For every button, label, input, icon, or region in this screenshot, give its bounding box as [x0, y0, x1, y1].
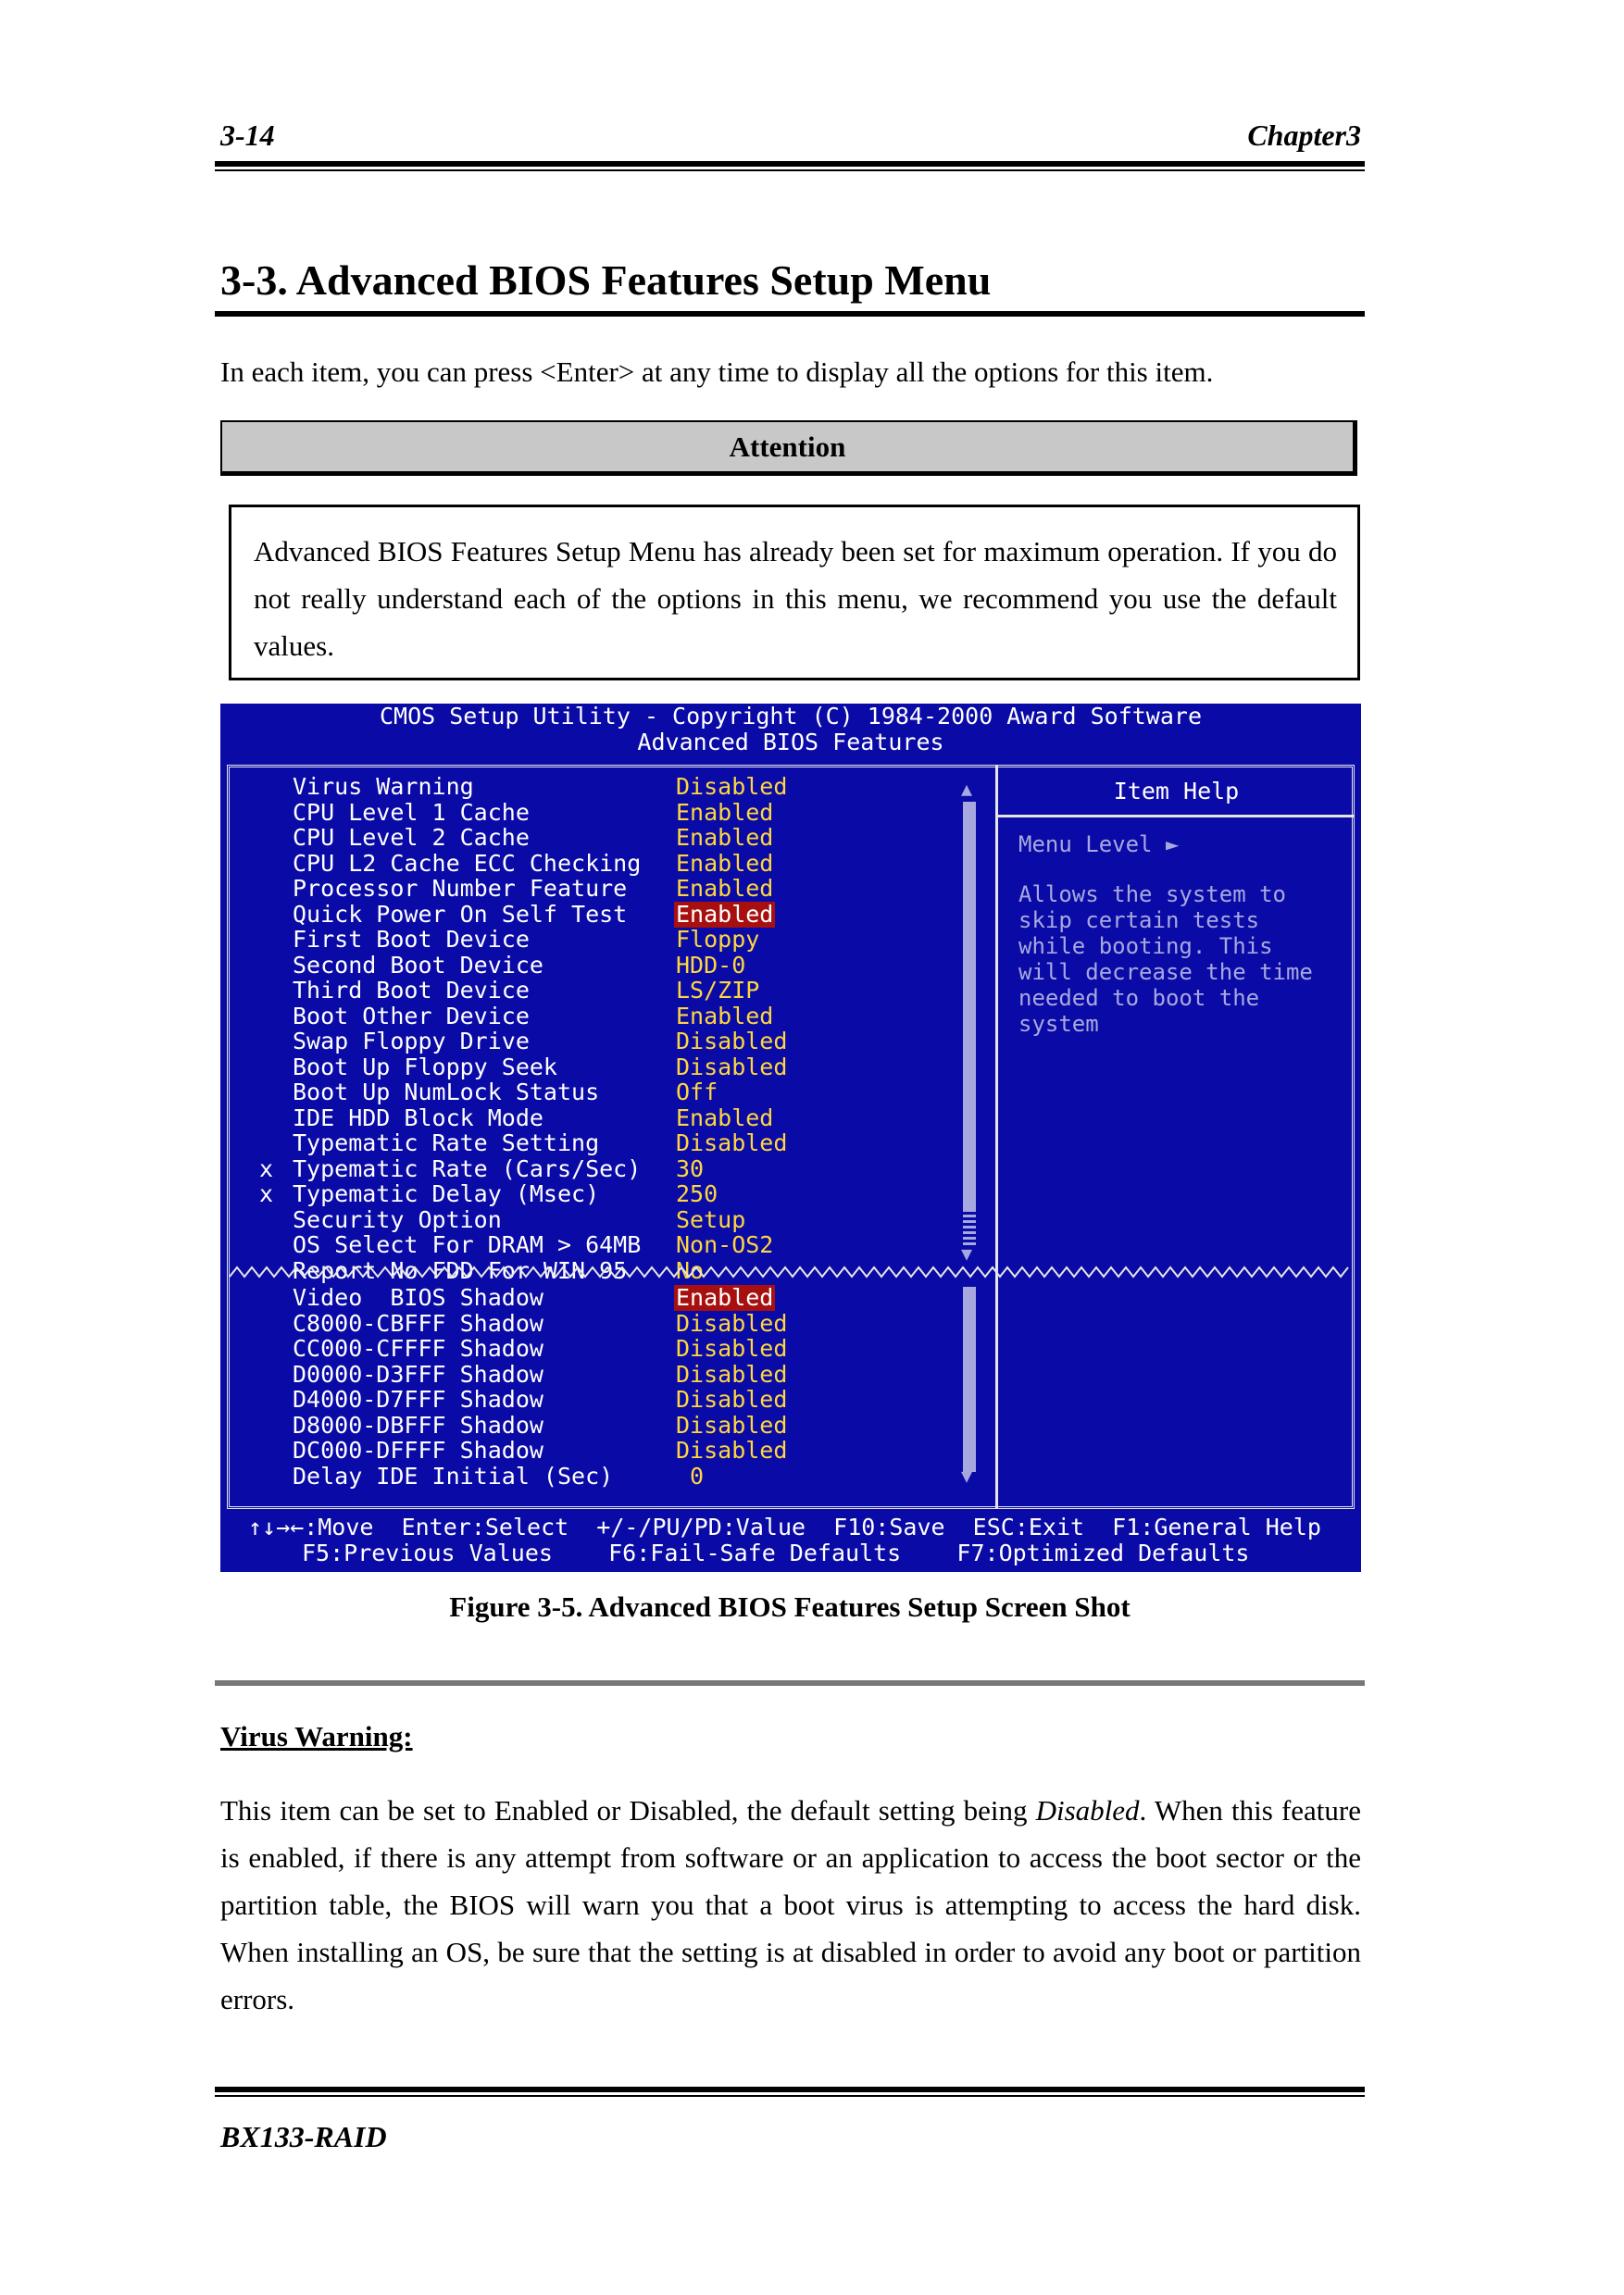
bios-subtitle: Advanced BIOS Features [637, 729, 944, 755]
page-number: 3-14 [220, 118, 275, 152]
setting-value[interactable]: Disabled [676, 1335, 788, 1362]
bios-setting-row[interactable] [220, 825, 994, 851]
bios-setting-row[interactable] [220, 1181, 994, 1207]
setting-label: Second Boot Device [293, 951, 543, 979]
bios-setting-row[interactable] [220, 1387, 994, 1413]
setting-value[interactable]: Enabled [676, 875, 774, 902]
bios-setting-row[interactable] [220, 953, 994, 979]
scroll-down-arrow-top[interactable]: ▼ [961, 1242, 973, 1265]
setting-label: D4000-D7FFF Shadow [293, 1386, 543, 1413]
help-separator [998, 815, 1355, 817]
setting-value[interactable]: Disabled [676, 1028, 788, 1054]
setting-label: D8000-DBFFF Shadow [293, 1411, 543, 1439]
setting-label: C8000-CBFFF Shadow [293, 1309, 543, 1337]
setting-label: Swap Floppy Drive [293, 1028, 530, 1054]
setting-label: CPU Level 1 Cache [293, 798, 530, 826]
header-rule-thin [215, 169, 1365, 171]
bios-setting-row[interactable] [220, 1207, 994, 1233]
scrollbar-top[interactable] [963, 802, 976, 1209]
setting-label: OS Select For DRAM > 64MB [293, 1231, 642, 1258]
bios-setting-row[interactable] [220, 1156, 994, 1182]
item-help-text: Allows the system to skip certain tests while booting. This will decrease the time needed to boot the system [1018, 881, 1313, 1037]
setting-value[interactable]: 0 [676, 1462, 705, 1490]
chapter-label: Chapter3 [1247, 118, 1361, 152]
setting-label: Virus Warning [293, 773, 474, 800]
bios-setting-row[interactable] [220, 774, 994, 800]
text-part: This item can be set to Enabled or Disabled, the default setting being [220, 1794, 1036, 1827]
setting-value[interactable]: Disabled [676, 1411, 788, 1439]
section-divider [215, 1680, 1365, 1686]
setting-label: Boot Up NumLock Status [293, 1079, 600, 1105]
setting-label: Report No FDD For WIN 95 [293, 1256, 628, 1284]
setting-label: DC000-DFFFF Shadow [293, 1437, 543, 1464]
bios-setting-row[interactable] [220, 927, 994, 953]
bios-screen [220, 704, 1361, 1572]
italic-default: Disabled [1035, 1794, 1140, 1827]
setting-value[interactable]: Enabled [676, 900, 774, 928]
virus-warning-text [220, 1787, 1361, 2023]
bios-setting-row[interactable] [220, 1029, 994, 1054]
model-name: BX133-RAID [220, 2120, 387, 2153]
menu-level: Menu Level ► [1018, 831, 1180, 857]
setting-label: Boot Other Device [293, 1002, 530, 1029]
bios-setting-row[interactable] [220, 1105, 994, 1131]
bios-setting-row[interactable] [220, 1232, 994, 1258]
bios-setting-row[interactable] [220, 1130, 994, 1156]
zigzag-separator [230, 1266, 1352, 1278]
setting-label: Processor Number Feature [293, 875, 628, 902]
setting-value[interactable]: HDD-0 [676, 951, 746, 979]
attention-bar [220, 420, 1357, 476]
setting-label: First Boot Device [293, 926, 530, 953]
figure-caption: Figure 3-5. Advanced BIOS Features Setup Screen Shot [449, 1590, 1131, 1623]
setting-label: CPU Level 2 Cache [293, 824, 530, 851]
setting-value[interactable]: Disabled [676, 1386, 788, 1413]
setting-label: D0000-D3FFF Shadow [293, 1360, 543, 1388]
bios-setting-row[interactable] [220, 851, 994, 877]
setting-label: CPU L2 Cache ECC Checking [293, 849, 642, 877]
setting-value[interactable]: Disabled [676, 773, 788, 800]
setting-value[interactable]: Disabled [676, 1129, 788, 1156]
footer-rule [215, 2087, 1365, 2092]
title-rule [215, 311, 1365, 317]
setting-value[interactable]: Enabled [676, 1284, 774, 1311]
bios-setting-row[interactable] [220, 876, 994, 902]
bios-setting-row[interactable] [220, 1438, 994, 1464]
disabled-mark: x [259, 1180, 274, 1207]
setting-label: Typematic Rate (Cars/Sec) [293, 1154, 642, 1182]
setting-value[interactable]: Enabled [676, 798, 774, 826]
setting-label: Typematic Rate Setting [293, 1129, 600, 1156]
setting-label: Video BIOS Shadow [293, 1284, 543, 1311]
setting-value[interactable]: Disabled [676, 1437, 788, 1464]
setting-value[interactable]: Disabled [676, 1309, 788, 1337]
setting-value[interactable]: Disabled [676, 1360, 788, 1388]
bios-footer-keys: ↑↓→←:Move Enter:Select +/-/PU/PD:Value F10:Save ESC:Exit F1:General Help [248, 1514, 1321, 1540]
setting-value[interactable]: Non-OS2 [676, 1231, 774, 1258]
bios-setting-row[interactable] [220, 1054, 994, 1080]
setting-label: Typematic Delay (Msec) [293, 1180, 600, 1207]
setting-label: CC000-CFFFF Shadow [293, 1335, 543, 1362]
setting-value[interactable]: Floppy [676, 926, 760, 953]
item-help-title: Item Help [1113, 778, 1240, 804]
setting-value[interactable]: Enabled [676, 824, 774, 851]
section-title: 3-3. Advanced BIOS Features Setup Menu [220, 256, 992, 304]
setting-value[interactable]: Enabled [676, 1104, 774, 1131]
attention-box: Advanced BIOS Features Setup Menu has already been set for maximum operation. If you do not really understand each of the options in this menu, we recommend you use the default values. [229, 505, 1360, 680]
bios-footer-functions: F5:Previous Values F6:Fail-Safe Defaults F7:Optimized Defaults [302, 1540, 1250, 1566]
setting-value[interactable]: No [676, 1256, 705, 1284]
bios-setting-row[interactable] [220, 1285, 994, 1311]
bios-setting-row[interactable] [220, 1362, 994, 1388]
bios-setting-row[interactable] [220, 1004, 994, 1029]
setting-value[interactable]: 30 [676, 1154, 705, 1182]
scrollbar-bottom[interactable] [963, 1287, 976, 1472]
disabled-mark: x [259, 1154, 274, 1182]
scroll-up-arrow-top[interactable]: ▲ [961, 778, 973, 800]
setting-value[interactable]: Enabled [676, 849, 774, 877]
bios-divider [995, 765, 998, 1509]
setting-label: Quick Power On Self Test [293, 900, 628, 928]
text-part: . When this feature is enabled, if there is any attempt from software or an application to access the boot sector or the partition table, the BIOS will warn you that a boot virus is attempting to access the hard disk. When installing an OS, be sure that the setting is at disabled in order to avoid any boot or partition errors. [220, 1794, 1361, 2015]
bios-setting-row[interactable] [220, 978, 994, 1004]
setting-value[interactable]: Setup [676, 1205, 746, 1233]
bios-setting-row[interactable] [220, 1464, 994, 1490]
bios-setting-row[interactable] [220, 1336, 994, 1362]
setting-value[interactable]: Disabled [676, 1053, 788, 1080]
setting-label: Delay IDE Initial (Sec) [293, 1462, 614, 1490]
attention-label: Attention [729, 430, 846, 463]
setting-label: Boot Up Floppy Seek [293, 1053, 557, 1080]
bios-setting-row[interactable] [220, 1079, 994, 1105]
bios-title: CMOS Setup Utility - Copyright (C) 1984-2000 Award Software [379, 704, 1203, 730]
bios-setting-row[interactable] [220, 902, 994, 928]
header-rule [215, 161, 1365, 167]
bios-setting-row[interactable] [220, 800, 994, 826]
setting-label: IDE HDD Block Mode [293, 1104, 543, 1131]
bios-setting-row[interactable] [220, 1413, 994, 1439]
setting-value[interactable]: Off [676, 1079, 718, 1105]
setting-value[interactable]: LS/ZIP [676, 977, 760, 1004]
setting-label: Security Option [293, 1205, 502, 1233]
bios-setting-row[interactable] [220, 1311, 994, 1337]
setting-value[interactable]: Enabled [676, 1002, 774, 1029]
intro-text: In each item, you can press <Enter> at any time to display all the options for this item. [220, 355, 1214, 388]
scroll-down-arrow-bottom[interactable]: ▼ [961, 1465, 973, 1487]
setting-value[interactable]: 250 [676, 1180, 718, 1207]
footer-rule-thin [215, 2095, 1365, 2097]
setting-label: Third Boot Device [293, 977, 530, 1004]
virus-warning-heading: Virus Warning: [220, 1720, 413, 1752]
